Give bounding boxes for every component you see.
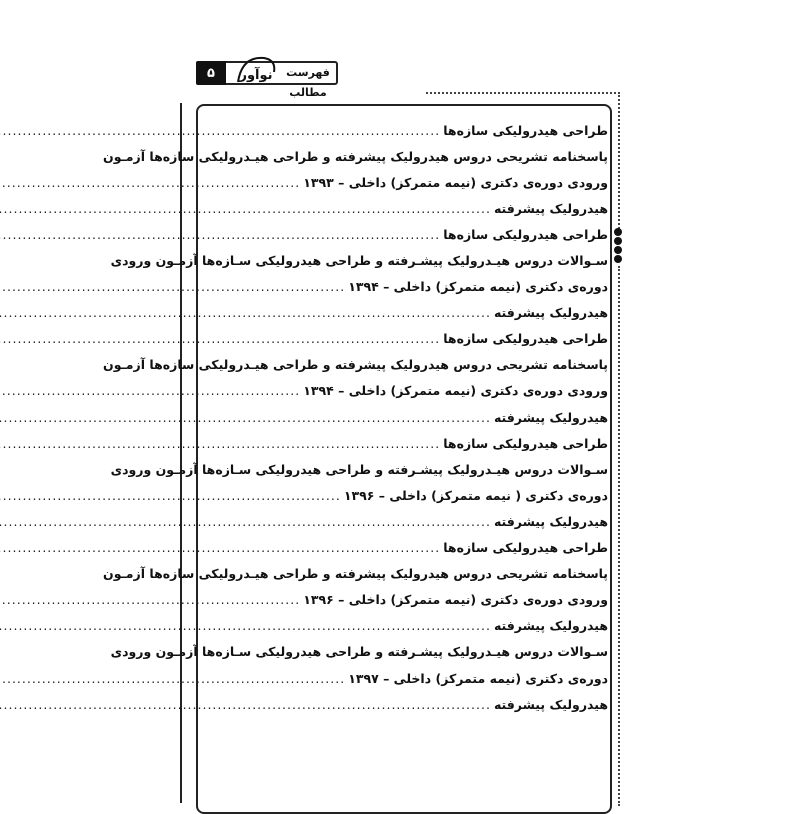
dot-leader <box>0 175 300 190</box>
toc-row[interactable] <box>200 404 608 430</box>
toc-entry-title: پاسخنامه تشریحی دروس هیدرولیک پیشرفته و طراحی هیـدرولیکی سازه‌ها آزمـون <box>103 566 608 582</box>
toc-row[interactable] <box>200 430 608 456</box>
toc-entry-title: هیدرولیک پیشرفته <box>493 200 608 216</box>
dot-leader <box>0 305 491 320</box>
dotted-divider-horizontal <box>426 92 620 94</box>
decorative-dots <box>614 228 624 264</box>
dot-leader <box>0 123 440 138</box>
toc-row[interactable] <box>200 169 608 195</box>
toc-row[interactable] <box>110 639 608 665</box>
toc-row[interactable] <box>200 117 608 143</box>
dot-leader <box>0 488 341 503</box>
dot-leader <box>0 671 345 686</box>
toc-row[interactable] <box>110 456 608 482</box>
toc-row[interactable] <box>200 535 608 561</box>
toc-row[interactable] <box>200 613 608 639</box>
toc-row[interactable] <box>200 587 608 613</box>
toc-row[interactable] <box>200 195 608 221</box>
toc-entry-title: هیدرولیک پیشرفته <box>493 618 608 634</box>
toc-entry-title: طراحی هیدرولیکی سازه‌ها <box>443 435 608 451</box>
toc-entry-title: هیدرولیک پیشرفته <box>493 305 608 321</box>
toc-entry-title: ورودی دوره‌ی دکتری (نیمه متمرکز) داخلی – ۱۳۹۴ <box>303 383 608 399</box>
toc-row[interactable] <box>103 143 608 169</box>
dot-leader <box>0 618 491 633</box>
toc-entry-title: طراحی هیدرولیکی سازه‌ها <box>443 331 608 347</box>
toc-entry-title: هیدرولیک پیشرفته <box>493 409 608 425</box>
dot-leader <box>0 383 300 398</box>
dotted-divider-vertical <box>618 92 620 229</box>
dot-leader <box>0 410 491 425</box>
toc-entry-title: هیدرولیک پیشرفته <box>493 513 608 529</box>
toc-entry-title: طراحی هیدرولیکی سازه‌ها <box>443 122 608 138</box>
toc-entry-title: دوره‌ی دکتری (نیمه متمرکز) داخلی – ۱۳۹۴ <box>348 279 608 295</box>
toc-entry-title: دوره‌ی دکتری ( نیمه متمرکز) داخلی – ۱۳۹۶ <box>343 487 608 503</box>
page-number: ۵ <box>196 61 226 85</box>
toc-entry-title: سـوالات دروس هیـدرولیک پیشـرفته و طراحی هیدرولیکی سـازه‌ها آزمـون ورودی <box>110 461 608 477</box>
toc-entry-title: سـوالات دروس هیـدرولیک پیشـرفته و طراحی هیدرولیکی سـازه‌ها آزمـون ورودی <box>110 253 608 269</box>
dot-leader <box>0 436 440 451</box>
toc-entry-title: پاسخنامه تشریحی دروس هیدرولیک پیشرفته و طراحی هیـدرولیکی سازه‌ها آزمـون <box>103 148 608 164</box>
dot-leader <box>0 697 491 712</box>
toc-row[interactable] <box>110 247 608 273</box>
toc-entry-title: هیدرولیک پیشرفته <box>493 696 608 712</box>
toc-entry-title: ورودی دوره‌ی دکتری (نیمه متمرکز) داخلی – ۱۳۹۳ <box>303 174 608 190</box>
toc-row[interactable] <box>200 378 608 404</box>
dot-leader <box>0 279 345 294</box>
dot-leader <box>0 514 491 529</box>
toc-row[interactable] <box>200 274 608 300</box>
dot-leader <box>0 227 440 242</box>
publisher-logo <box>234 52 278 88</box>
toc-entry-title: ورودی دوره‌ی دکتری (نیمه متمرکز) داخلی – ۱۳۹۶ <box>303 592 608 608</box>
toc-entry-title: طراحی هیدرولیکی سازه‌ها <box>443 226 608 242</box>
toc-entry-title: طراحی هیدرولیکی سازه‌ها <box>443 540 608 556</box>
toc-row[interactable] <box>200 482 608 508</box>
dot-leader <box>0 592 300 607</box>
toc-row[interactable] <box>200 326 608 352</box>
toc-entry-title: پاسخنامه تشریحی دروس هیدرولیک پیشرفته و طراحی هیـدرولیکی سازه‌ها آزمـون <box>103 357 608 373</box>
dot-leader <box>0 201 491 216</box>
table-of-contents <box>103 117 608 717</box>
toc-entry-title: دوره‌ی دکتری (نیمه متمرکز) داخلی – ۱۳۹۷ <box>348 670 608 686</box>
dotted-divider-vertical-lower <box>618 266 620 806</box>
toc-entry-title: سـوالات دروس هیـدرولیک پیشـرفته و طراحی هیدرولیکی سـازه‌ها آزمـون ورودی <box>110 644 608 660</box>
toc-row[interactable] <box>103 561 608 587</box>
logo-text: نوآور <box>239 68 273 83</box>
dot-leader <box>0 540 440 555</box>
toc-row[interactable] <box>200 691 608 717</box>
toc-row[interactable] <box>103 352 608 378</box>
dot-leader <box>0 331 440 346</box>
section-title: فهرست مطالب <box>286 66 330 99</box>
toc-row[interactable] <box>200 300 608 326</box>
toc-row[interactable] <box>200 665 608 691</box>
toc-row[interactable] <box>200 221 608 247</box>
toc-row[interactable] <box>200 508 608 534</box>
